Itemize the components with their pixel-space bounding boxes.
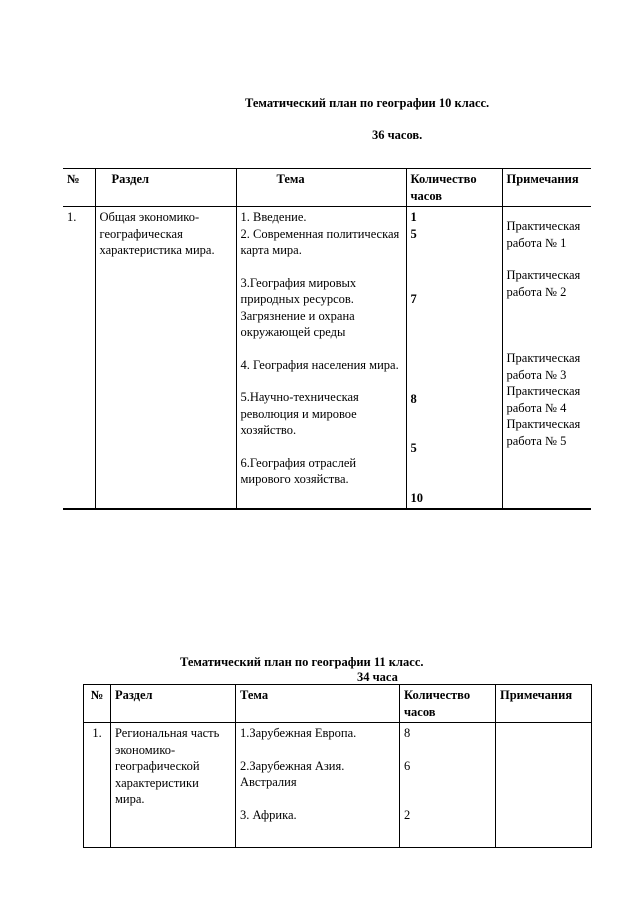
count-5: 5 [410,441,417,455]
row-counts [406,207,502,510]
count-2: 5 [410,226,417,241]
header-count: Количество часов [400,685,496,723]
count-3: 2 [404,808,411,822]
count-1: 8 [404,726,411,740]
plan11-hours: 34 часа [357,670,398,684]
count-4: 8 [410,391,417,406]
header-section: Раздел [95,169,236,207]
header-section: Раздел [111,685,236,723]
note-4: Практическая работа № 4 [506,384,581,415]
row-counts [400,723,496,848]
plan10-table [63,168,591,510]
row-notes [496,723,592,848]
count-2: 6 [404,758,411,773]
topic-6: 6.География отраслей мирового хозяйства. [240,455,357,486]
topic-5: 5.Научно-техническая революция и мировое хозяйство. [240,390,359,437]
row-num: 1. [63,207,95,510]
header-num: № [63,169,95,207]
row-topics [236,723,400,848]
header-topic: Тема [236,685,400,723]
count-6: 10 [410,490,423,505]
row-section: Региональная часть экономико-географической характеристики мира. [111,723,236,848]
note-5: Практическая работа № 5 [506,417,581,448]
plan11-header-row [84,685,592,723]
count-3: 7 [410,292,417,306]
count-1: 1 [410,210,417,224]
note-3: Практическая работа № 3 [506,351,581,382]
row-topics [236,207,406,510]
topic-2: 2. Современная политическая карта мира. [240,226,400,257]
topic-1: 1.Зарубежная Европа. [240,726,357,740]
header-count: Количество часов [406,169,502,207]
topic-1: 1. Введение. [240,210,307,224]
plan10-row-1 [63,207,591,510]
topic-3: 3.География мировых природных ресурсов. Загрязнение и охрана окружающей среды [240,275,357,339]
plan10-header-row [63,169,591,207]
header-notes: Примечания [496,685,592,723]
plan11-table [83,684,592,848]
row-num: 1. [84,723,111,848]
topic-2: 2.Зарубежная Азия. Австралия [240,758,345,789]
plan10-title: Тематический план по географии 10 класс. [245,96,490,110]
row-notes [502,207,591,510]
note-2: Практическая работа № 2 [506,268,581,299]
topic-4: 4. География населения мира. [240,357,399,372]
note-1: Практическая работа № 1 [506,219,581,250]
plan11-title: Тематический план по географии 11 класс. [180,655,424,669]
row-section: Общая экономико-географическая характеристика мира. [95,207,236,510]
plan10-hours: 36 часов. [372,128,423,142]
header-topic: Тема [236,169,406,207]
plan11-row-1 [84,723,592,848]
header-notes: Примечания [502,169,591,207]
header-num: № [84,685,111,723]
topic-3: 3. Африка. [240,807,297,822]
